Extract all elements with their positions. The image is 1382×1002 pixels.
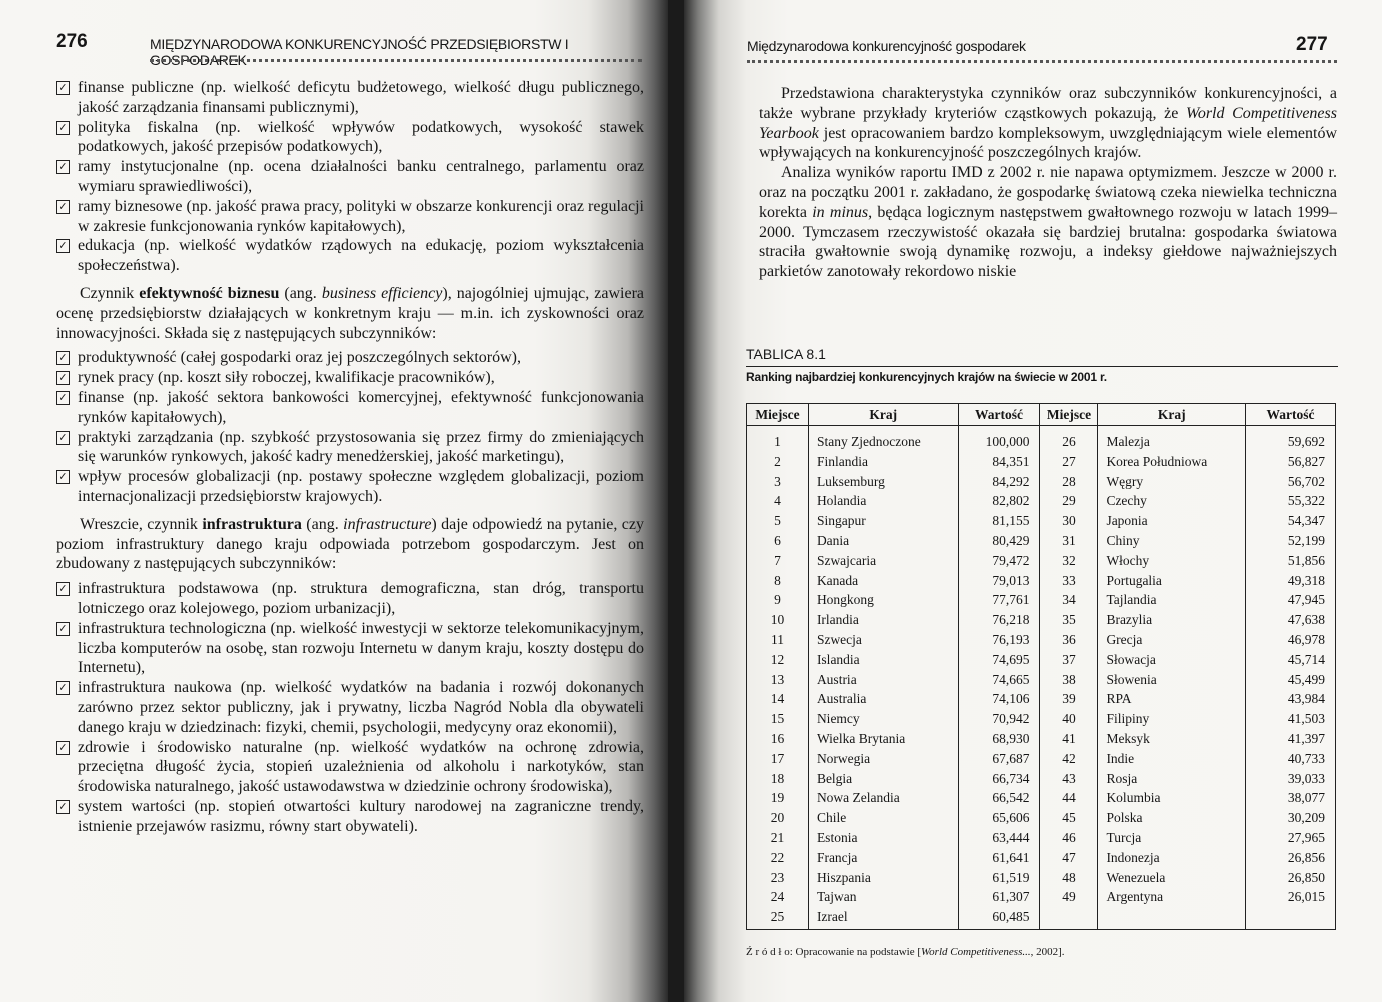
cell-place: 30 [1040, 511, 1098, 531]
list-item [56, 619, 644, 678]
cell-place: 3 [747, 472, 809, 492]
cell-place: 46 [1040, 828, 1098, 848]
cell-place: 26 [1040, 426, 1098, 452]
cell-country: Australia [808, 689, 958, 709]
cell-value: 56,827 [1246, 452, 1336, 472]
cell-country [1098, 907, 1246, 929]
table-row [747, 828, 1336, 848]
cell-value: 56,702 [1246, 472, 1336, 492]
list-item-text: ramy instytucjonalne (np. ocena działalności banku centralnego, parlamentu oraz wymiaru sprawiedliwości), [78, 158, 644, 195]
cell-country: Tajwan [808, 887, 958, 907]
cell-country: Rosja [1098, 769, 1246, 789]
cell-country: Turcja [1098, 828, 1246, 848]
column-header-value: Wartość [958, 404, 1040, 426]
cell-place: 6 [747, 531, 809, 551]
checkbox-mark-icon: ✓ [56, 160, 70, 174]
cell-country: Węgry [1098, 472, 1246, 492]
header-dotted-rule [747, 60, 1337, 63]
cell-value: 77,761 [958, 590, 1040, 610]
cell-value: 61,519 [958, 868, 1040, 888]
cell-place: 22 [747, 848, 809, 868]
cell-value: 38,077 [1246, 788, 1336, 808]
cell-place: 14 [747, 689, 809, 709]
list-item [56, 197, 644, 237]
cell-value: 67,687 [958, 749, 1040, 769]
table-row [747, 531, 1336, 551]
table-row [747, 590, 1336, 610]
table-row [747, 887, 1336, 907]
table-row [747, 788, 1336, 808]
cell-country: Stany Zjednoczone [808, 426, 958, 452]
paragraph-infrastructure: Wreszcie, czynnik infrastruktura (ang. infrastructure) daje odpowiedź na pytanie, czy poziom infrastruktury danego kraju odpowiada potrzebom gospodarczym. Jest on zbudowany z następujących subczynników: [56, 515, 645, 573]
subfactor-list-government [56, 78, 644, 276]
cell-country: Indonezja [1098, 848, 1246, 868]
cell-country: Malezja [1098, 426, 1246, 452]
cell-place: 33 [1040, 571, 1098, 591]
table-row [747, 650, 1336, 670]
right-page [684, 0, 1382, 1002]
cell-country: Dania [808, 531, 958, 551]
cell-value: 41,503 [1246, 709, 1336, 729]
list-item [56, 348, 644, 368]
cell-value: 81,155 [958, 511, 1040, 531]
checkbox-mark-icon: ✓ [56, 622, 70, 636]
cell-place: 32 [1040, 551, 1098, 571]
table-row [747, 452, 1336, 472]
list-item-text: infrastruktura naukowa (np. wielkość wydatków na badania i rozwój dokonanych zarówno przez sektor publiczny, jak i prywatny, liczba Nagród Nobla dla obywateli danego kraju w dziedzinach: fizyki, chemii, psychologii, medycyny oraz ekonomii), [78, 679, 644, 736]
cell-country: Norwegia [808, 749, 958, 769]
cell-value: 55,322 [1246, 491, 1336, 511]
cell-value: 26,856 [1246, 848, 1336, 868]
cell-place: 25 [747, 907, 809, 929]
checkbox-mark-icon: ✓ [56, 351, 70, 365]
cell-value: 76,193 [958, 630, 1040, 650]
list-item [56, 738, 644, 797]
checkbox-mark-icon: ✓ [56, 391, 70, 405]
cell-country: Słowenia [1098, 670, 1246, 690]
cell-country: Szwajcaria [808, 551, 958, 571]
cell-place: 44 [1040, 788, 1098, 808]
cell-country: Chile [808, 808, 958, 828]
cell-place: 41 [1040, 729, 1098, 749]
cell-value: 76,218 [958, 610, 1040, 630]
cell-value: 68,930 [958, 729, 1040, 749]
cell-country: Francja [808, 848, 958, 868]
table-row [747, 571, 1336, 591]
cell-place: 12 [747, 650, 809, 670]
cell-country: Brazylia [1098, 610, 1246, 630]
cell-value: 45,714 [1246, 650, 1336, 670]
page-number: 276 [56, 31, 88, 52]
table-row [747, 769, 1336, 789]
table-row [747, 551, 1336, 571]
list-item [56, 467, 644, 507]
cell-place: 47 [1040, 848, 1098, 868]
cell-country: Meksyk [1098, 729, 1246, 749]
list-item-text: rynek pracy (np. koszt siły roboczej, kwalifikacje pracowników), [78, 369, 495, 387]
table-row [747, 868, 1336, 888]
cell-country: Niemcy [808, 709, 958, 729]
cell-country: Austria [808, 670, 958, 690]
cell-country: Argentyna [1098, 887, 1246, 907]
cell-country: Holandia [808, 491, 958, 511]
cell-place: 42 [1040, 749, 1098, 769]
cell-value: 26,015 [1246, 887, 1336, 907]
column-header-country: Kraj [1098, 404, 1246, 426]
cell-value: 59,692 [1246, 426, 1336, 452]
right-text-block [759, 84, 1337, 282]
checkbox-mark-icon: ✓ [56, 431, 70, 445]
list-item-text: zdrowie i środowisko naturalne (np. wielkość wydatków na ochronę zdrowia, przeciętna długość życia, stopień uzależnienia od alkoholu i narkotyków, stan środowiska naturalnego, jakość ustawodawstwa w dziedzinie ochrony środowiska), [78, 738, 644, 796]
cell-value: 65,606 [958, 808, 1040, 828]
table-row [747, 729, 1336, 749]
table-row [747, 709, 1336, 729]
cell-value: 45,499 [1246, 670, 1336, 690]
cell-value: 70,942 [958, 709, 1040, 729]
cell-place: 15 [747, 709, 809, 729]
checkbox-mark-icon: ✓ [56, 121, 70, 135]
cell-value: 41,397 [1246, 729, 1336, 749]
paragraph-analysis: Analiza wyników raportu IMD z 2002 r. nie napawa optymizmem. Jeszcze w 2000 r. oraz na początku 2001 r. zakładano, że gospodarkę światową czeka niewielka techniczna korekta in minus, będąca logicznym następstwem gwałtownego rozwoju w latach 1999–2000. Tymczasem rzeczywistość okazała się bardziej brutalna: gospodarka światowa straciła gwałtownie swoją dynamikę rozwoju, a indeksy giełdowe najważniejszych parkietów zanotowały rekordowo niskie [759, 164, 1338, 281]
cell-value: 46,978 [1246, 630, 1336, 650]
cell-place: 23 [747, 868, 809, 888]
cell-country: Polska [1098, 808, 1246, 828]
list-item-text: produktywność (całej gospodarki oraz jej poszczególnych sektorów), [78, 349, 521, 367]
checkbox-mark-icon: ✓ [56, 200, 70, 214]
checkbox-mark-icon: ✓ [56, 741, 70, 755]
table-row [747, 670, 1336, 690]
list-item-text: wpływ procesów globalizacji (np. postawy społeczne względem globalizacji, poziom internacjonalizacji przedsiębiorstw krajowych). [78, 468, 644, 505]
cell-country: Hiszpania [808, 868, 958, 888]
cell-place: 27 [1040, 452, 1098, 472]
table-row [747, 808, 1336, 828]
cell-country: Słowacja [1098, 650, 1246, 670]
cell-place: 8 [747, 571, 809, 591]
cell-country: RPA [1098, 689, 1246, 709]
list-item-text: praktyki zarządzania (np. szybkość przystosowania się przez firmy do zmieniających się warunków rynkowych, jakość kadry menedżerskiej, jakość marketingu), [78, 428, 644, 466]
cell-place: 4 [747, 491, 809, 511]
cell-place: 19 [747, 788, 809, 808]
cell-value: 47,638 [1246, 610, 1336, 630]
cell-value: 79,472 [958, 551, 1040, 571]
cell-place: 34 [1040, 590, 1098, 610]
left-text-block [56, 78, 644, 836]
list-item-text: system wartości (np. stopień otwartości kultury narodowej na zagraniczne trendy, istnienie przejawów rasizmu, równy start obywateli). [78, 797, 644, 835]
cell-value: 27,965 [1246, 828, 1336, 848]
cell-place: 2 [747, 452, 809, 472]
list-item [56, 368, 644, 388]
cell-value: 51,856 [1246, 551, 1336, 571]
header-dotted-rule [150, 59, 642, 62]
checkbox-mark-icon: ✓ [56, 239, 70, 253]
cell-place [1040, 907, 1098, 929]
cell-place: 1 [747, 426, 809, 452]
page-number: 277 [1296, 34, 1328, 55]
cell-value: 26,850 [1246, 868, 1336, 888]
cell-value: 82,802 [958, 491, 1040, 511]
cell-place: 13 [747, 670, 809, 690]
ranking-table [746, 403, 1336, 930]
table-row [747, 689, 1336, 709]
cell-place: 16 [747, 729, 809, 749]
cell-place: 40 [1040, 709, 1098, 729]
list-item-text: finanse (np. jakość sektora bankowości komercyjnej, efektywność funkcjonowania rynków kapitałowych), [78, 388, 644, 426]
table-heading-rule [746, 366, 1338, 367]
paragraph-business-efficiency: Czynnik efektywność biznesu (ang. business efficiency), najogólniej ujmując, zawiera ocenę przedsiębiorstw działających w konkretnym kraju — m.in. ich zyskowności oraz innowacyjności. Składa się z następujących subczynników: [56, 284, 644, 342]
cell-place: 37 [1040, 650, 1098, 670]
cell-country: Estonia [808, 828, 958, 848]
checkbox-mark-icon: ✓ [56, 371, 70, 385]
list-item-text: finanse publiczne (np. wielkość deficytu budżetowego, wielkość długu publicznego, jakość zarządzania finansami publicznymi), [78, 79, 644, 116]
cell-country: Portugalia [1098, 571, 1246, 591]
table-row [747, 426, 1336, 452]
cell-place: 10 [747, 610, 809, 630]
checkbox-mark-icon: ✓ [56, 800, 70, 814]
checkbox-mark-icon: ✓ [56, 582, 70, 596]
cell-country: Indie [1098, 749, 1246, 769]
cell-value: 49,318 [1246, 571, 1336, 591]
list-item [56, 157, 644, 197]
cell-country: Szwecja [808, 630, 958, 650]
cell-country: Korea Południowa [1098, 452, 1246, 472]
list-item-text: edukacja (np. wielkość wydatków rządowych na edukację, poziom wykształcenia społeczeństwa). [78, 237, 644, 275]
cell-country: Wenezuela [1098, 868, 1246, 888]
table-row [747, 511, 1336, 531]
cell-place: 17 [747, 749, 809, 769]
table-source-note: Ź r ó d ł o: Opracowanie na podstawie [World Competitiveness..., 2002]. [746, 946, 1065, 958]
column-header-country: Kraj [808, 404, 958, 426]
cell-place: 24 [747, 887, 809, 907]
table-header-row [747, 404, 1336, 426]
cell-value: 74,665 [958, 670, 1040, 690]
table-row [747, 491, 1336, 511]
column-header-value: Wartość [1246, 404, 1336, 426]
list-item [56, 118, 644, 158]
list-item [56, 428, 644, 468]
cell-country: Japonia [1098, 511, 1246, 531]
cell-country: Finlandia [808, 452, 958, 472]
list-item [56, 678, 644, 737]
table-heading [746, 346, 1338, 384]
cell-place: 49 [1040, 887, 1098, 907]
cell-place: 11 [747, 630, 809, 650]
cell-value: 30,209 [1246, 808, 1336, 828]
cell-country: Islandia [808, 650, 958, 670]
cell-place: 28 [1040, 472, 1098, 492]
cell-place: 21 [747, 828, 809, 848]
cell-country: Wielka Brytania [808, 729, 958, 749]
cell-value: 74,695 [958, 650, 1040, 670]
cell-country: Grecja [1098, 630, 1246, 650]
checkbox-mark-icon: ✓ [56, 470, 70, 484]
subfactor-list-business [56, 348, 644, 506]
table-row [747, 749, 1336, 769]
cell-place: 18 [747, 769, 809, 789]
cell-value: 84,292 [958, 472, 1040, 492]
cell-place: 5 [747, 511, 809, 531]
cell-value: 80,429 [958, 531, 1040, 551]
cell-country: Singapur [808, 511, 958, 531]
table-row [747, 848, 1336, 868]
cell-value: 47,945 [1246, 590, 1336, 610]
cell-country: Luksemburg [808, 472, 958, 492]
cell-country: Czechy [1098, 491, 1246, 511]
list-item [56, 579, 644, 619]
cell-place: 48 [1040, 868, 1098, 888]
list-item-text: ramy biznesowe (np. jakość prawa pracy, polityki w obszarze konkurencji oraz regulacji w zakresie funkcjonowania rynków kapitałowych), [78, 197, 644, 235]
table-row [747, 630, 1336, 650]
cell-place: 20 [747, 808, 809, 828]
cell-country: Włochy [1098, 551, 1246, 571]
cell-country: Hongkong [808, 590, 958, 610]
cell-value: 61,307 [958, 887, 1040, 907]
cell-value: 54,347 [1246, 511, 1336, 531]
cell-country: Nowa Zelandia [808, 788, 958, 808]
table-title: Ranking najbardziej konkurencyjnych krajów na świecie w 2001 r. [746, 370, 1107, 384]
cell-value: 63,444 [958, 828, 1040, 848]
cell-value: 39,033 [1246, 769, 1336, 789]
list-item [56, 388, 644, 428]
cell-country: Kolumbia [1098, 788, 1246, 808]
cell-value: 60,485 [958, 907, 1040, 929]
cell-value: 100,000 [958, 426, 1040, 452]
cell-place: 29 [1040, 491, 1098, 511]
cell-place: 31 [1040, 531, 1098, 551]
cell-country: Irlandia [808, 610, 958, 630]
column-header-place: Miejsce [747, 404, 809, 426]
paragraph-summary: Przedstawiona charakterystyka czynników oraz subczynników konkurencyjności, a także wybrane przykłady kryteriów cząstkowych pokazują, że World Competitiveness Yearbook jest opracowaniem bardzo kompleksowym, uwzględniającym wiele elementów wpływających na konkurencyjność poszczególnych krajów. [759, 85, 1337, 162]
cell-value: 43,984 [1246, 689, 1336, 709]
cell-place: 38 [1040, 670, 1098, 690]
cell-value: 66,542 [958, 788, 1040, 808]
running-head: MIĘDZYNARODOWA KONKURENCYJNOŚĆ PRZEDSIĘBIORSTW I GOSPODAREK [150, 36, 569, 68]
running-head: Międzynarodowa konkurencyjność gospodarek [747, 38, 1026, 54]
cell-value: 66,734 [958, 769, 1040, 789]
cell-place: 45 [1040, 808, 1098, 828]
cell-place: 39 [1040, 689, 1098, 709]
cell-place: 9 [747, 590, 809, 610]
cell-place: 7 [747, 551, 809, 571]
cell-country: Izrael [808, 907, 958, 929]
checkbox-mark-icon: ✓ [56, 81, 70, 95]
table-row [747, 610, 1336, 630]
cell-place: 35 [1040, 610, 1098, 630]
list-item [56, 78, 644, 118]
cell-country: Tajlandia [1098, 590, 1246, 610]
cell-place: 43 [1040, 769, 1098, 789]
cell-country: Chiny [1098, 531, 1246, 551]
cell-value [1246, 907, 1336, 929]
checkbox-mark-icon: ✓ [56, 681, 70, 695]
cell-value: 61,641 [958, 848, 1040, 868]
list-item [56, 797, 644, 837]
table-body [747, 426, 1336, 930]
table-label: TABLICA 8.1 [746, 346, 826, 362]
list-item [56, 236, 644, 276]
cell-country: Filipiny [1098, 709, 1246, 729]
list-item-text: infrastruktura technologiczna (np. wielkość inwestycji w sektorze telekomunikacyjnym, liczba komputerów na osobę, stan rozwoju Internetu w danym kraju, koszty dostępu do Internetu), [78, 619, 644, 677]
cell-value: 52,199 [1246, 531, 1336, 551]
column-header-place: Miejsce [1040, 404, 1098, 426]
cell-country: Kanada [808, 571, 958, 591]
cell-value: 40,733 [1246, 749, 1336, 769]
cell-value: 84,351 [958, 452, 1040, 472]
cell-value: 79,013 [958, 571, 1040, 591]
table-row [747, 472, 1336, 492]
cell-country: Belgia [808, 769, 958, 789]
cell-value: 74,106 [958, 689, 1040, 709]
cell-place: 36 [1040, 630, 1098, 650]
list-item-text: polityka fiskalna (np. wielkość wpływów podatkowych, wysokość stawek podatkowych, jakość przepisów podatkowych), [78, 118, 644, 156]
table-row [747, 907, 1336, 929]
list-item-text: infrastruktura podstawowa (np. struktura demograficzna, stan dróg, transportu lotniczego oraz kolejowego, poziom urbanizacji), [78, 580, 644, 617]
subfactor-list-infrastructure [56, 579, 644, 836]
left-page [0, 0, 668, 1002]
